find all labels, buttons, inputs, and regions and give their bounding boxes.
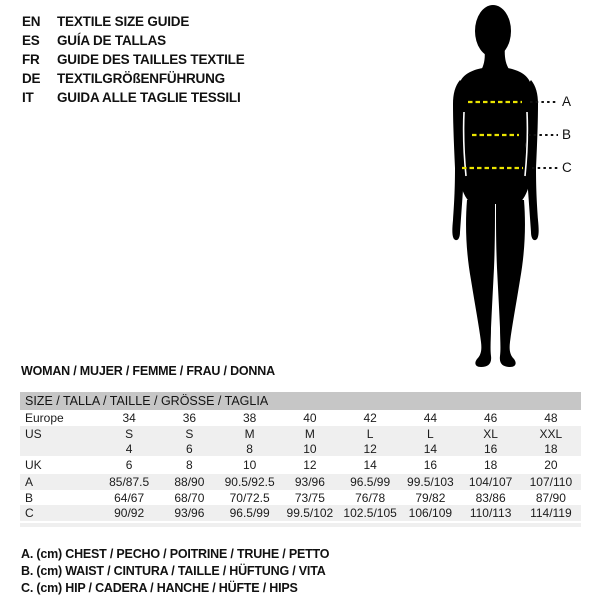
size-cell: S: [185, 426, 194, 441]
table-row-europe: [20, 410, 581, 426]
size-cell: XXL: [539, 426, 563, 441]
size-cell: 14: [423, 441, 438, 456]
size-cell: 70/72.5: [229, 490, 270, 505]
size-cell: 99.5/102: [286, 506, 334, 520]
size-cell: 10: [242, 458, 257, 472]
table-row-uk: [20, 456, 581, 474]
size-cell: 106/109: [408, 506, 453, 520]
size-cell: 85/87.5: [109, 475, 150, 489]
size-cell: 8: [246, 441, 253, 456]
language-list: [22, 12, 245, 107]
size-table-header: SIZE / TALLA / TAILLE / GRÖSSE / TAGLIA: [20, 392, 581, 410]
size-cell: 93/96: [294, 475, 325, 489]
size-cell: 73/75: [294, 490, 325, 505]
size-cell: 44: [423, 411, 438, 425]
row-label: UK: [25, 458, 42, 472]
size-cell: 20: [544, 458, 558, 472]
size-cell: 10: [303, 441, 317, 456]
size-cell: 96.5/99: [350, 475, 391, 489]
row-label: B: [25, 490, 34, 505]
legend-line-waist: B. (cm) WAIST / CINTURA / TAILLE / HÜFTUNG / VITA: [21, 564, 326, 578]
size-cell: 79/82: [415, 490, 446, 505]
language-label: GUÍA DE TALLAS: [57, 33, 166, 48]
language-code: EN: [22, 14, 41, 29]
size-cell: 18: [544, 441, 558, 456]
size-cell: 40: [303, 411, 317, 425]
size-cell: 6: [186, 441, 193, 456]
section-title: WOMAN / MUJER / FEMME / FRAU / DONNA: [21, 364, 275, 378]
size-cell: 36: [182, 411, 197, 425]
size-cell: 48: [544, 411, 558, 425]
row-label: US: [25, 426, 42, 441]
size-cell: M: [244, 426, 255, 441]
size-cell: 64/67: [114, 490, 145, 505]
language-code: IT: [22, 90, 34, 105]
measurement-legend: [21, 546, 329, 597]
language-label: TEXTILE SIZE GUIDE: [57, 14, 190, 29]
size-cell: 87/90: [535, 490, 566, 505]
language-label: TEXTILGRÖßENFÜHRUNG: [57, 71, 225, 86]
size-table: [20, 392, 581, 527]
size-cell: 90/92: [114, 506, 145, 520]
language-row-es: [22, 31, 245, 50]
measure-label-c: C: [562, 160, 572, 175]
size-cell: 83/86: [475, 490, 506, 505]
size-cell: 16: [483, 441, 498, 456]
size-cell: M: [304, 426, 315, 441]
size-cell: 102.5/105: [343, 506, 397, 520]
language-code: DE: [22, 71, 41, 86]
size-cell: 99.5/103: [407, 475, 454, 489]
table-row-b: [20, 490, 581, 505]
table-row-us: [20, 426, 581, 441]
woman-silhouette-icon: [420, 0, 600, 372]
row-label: A: [25, 475, 34, 489]
size-cell: 90.5/92.5: [224, 475, 275, 489]
size-cell: 107/110: [529, 475, 573, 489]
size-cell: 16: [423, 458, 438, 472]
language-label: GUIDE DES TAILLES TEXTILE: [57, 52, 245, 67]
measure-label-b: B: [562, 127, 572, 142]
size-cell: 38: [242, 411, 257, 425]
language-row-de: [22, 69, 245, 88]
size-cell: 12: [363, 441, 377, 456]
row-label: Europe: [25, 411, 64, 425]
table-row-us-numeric: [20, 441, 581, 456]
size-cell: 88/90: [174, 475, 205, 489]
size-cell: 68/70: [174, 490, 205, 505]
size-cell: XL: [483, 426, 498, 441]
language-row-fr: [22, 50, 245, 69]
language-label: GUIDA ALLE TAGLIE TESSILI: [57, 90, 241, 105]
size-cell: 96.5/99: [229, 506, 270, 520]
size-cell: 6: [125, 458, 133, 472]
size-cell: 12: [303, 458, 317, 472]
language-row-it: [22, 88, 245, 107]
size-cell: 46: [483, 411, 498, 425]
figure-panel: [420, 0, 600, 375]
size-cell: 14: [363, 458, 377, 472]
language-code: ES: [22, 33, 40, 48]
language-row-en: [22, 12, 245, 31]
size-cell: 104/107: [468, 475, 513, 489]
row-label: C: [25, 506, 34, 520]
size-cell: 110/113: [469, 506, 512, 520]
size-cell: 93/96: [174, 506, 205, 520]
table-row-c: [20, 505, 581, 521]
size-cell: S: [125, 426, 134, 441]
measure-label-a: A: [562, 94, 572, 109]
size-cell: 8: [186, 458, 193, 472]
size-cell: 18: [483, 458, 498, 472]
size-cell: 4: [125, 441, 133, 456]
table-bottom-stripe: [20, 523, 581, 527]
size-table-body: [20, 410, 581, 521]
size-cell: 34: [122, 411, 136, 425]
size-cell: L: [427, 426, 434, 441]
table-row-a: [20, 474, 581, 490]
legend-line-hip: C. (cm) HIP / CADERA / HANCHE / HÜFTE / HIPS: [21, 581, 298, 595]
size-cell: L: [366, 426, 374, 441]
size-cell: 42: [363, 411, 377, 425]
size-cell: 76/78: [355, 490, 386, 505]
language-code: FR: [22, 52, 40, 67]
size-cell: 114/119: [530, 506, 572, 520]
legend-line-chest: A. (cm) CHEST / PECHO / POITRINE / TRUHE / PETTO: [21, 547, 330, 561]
